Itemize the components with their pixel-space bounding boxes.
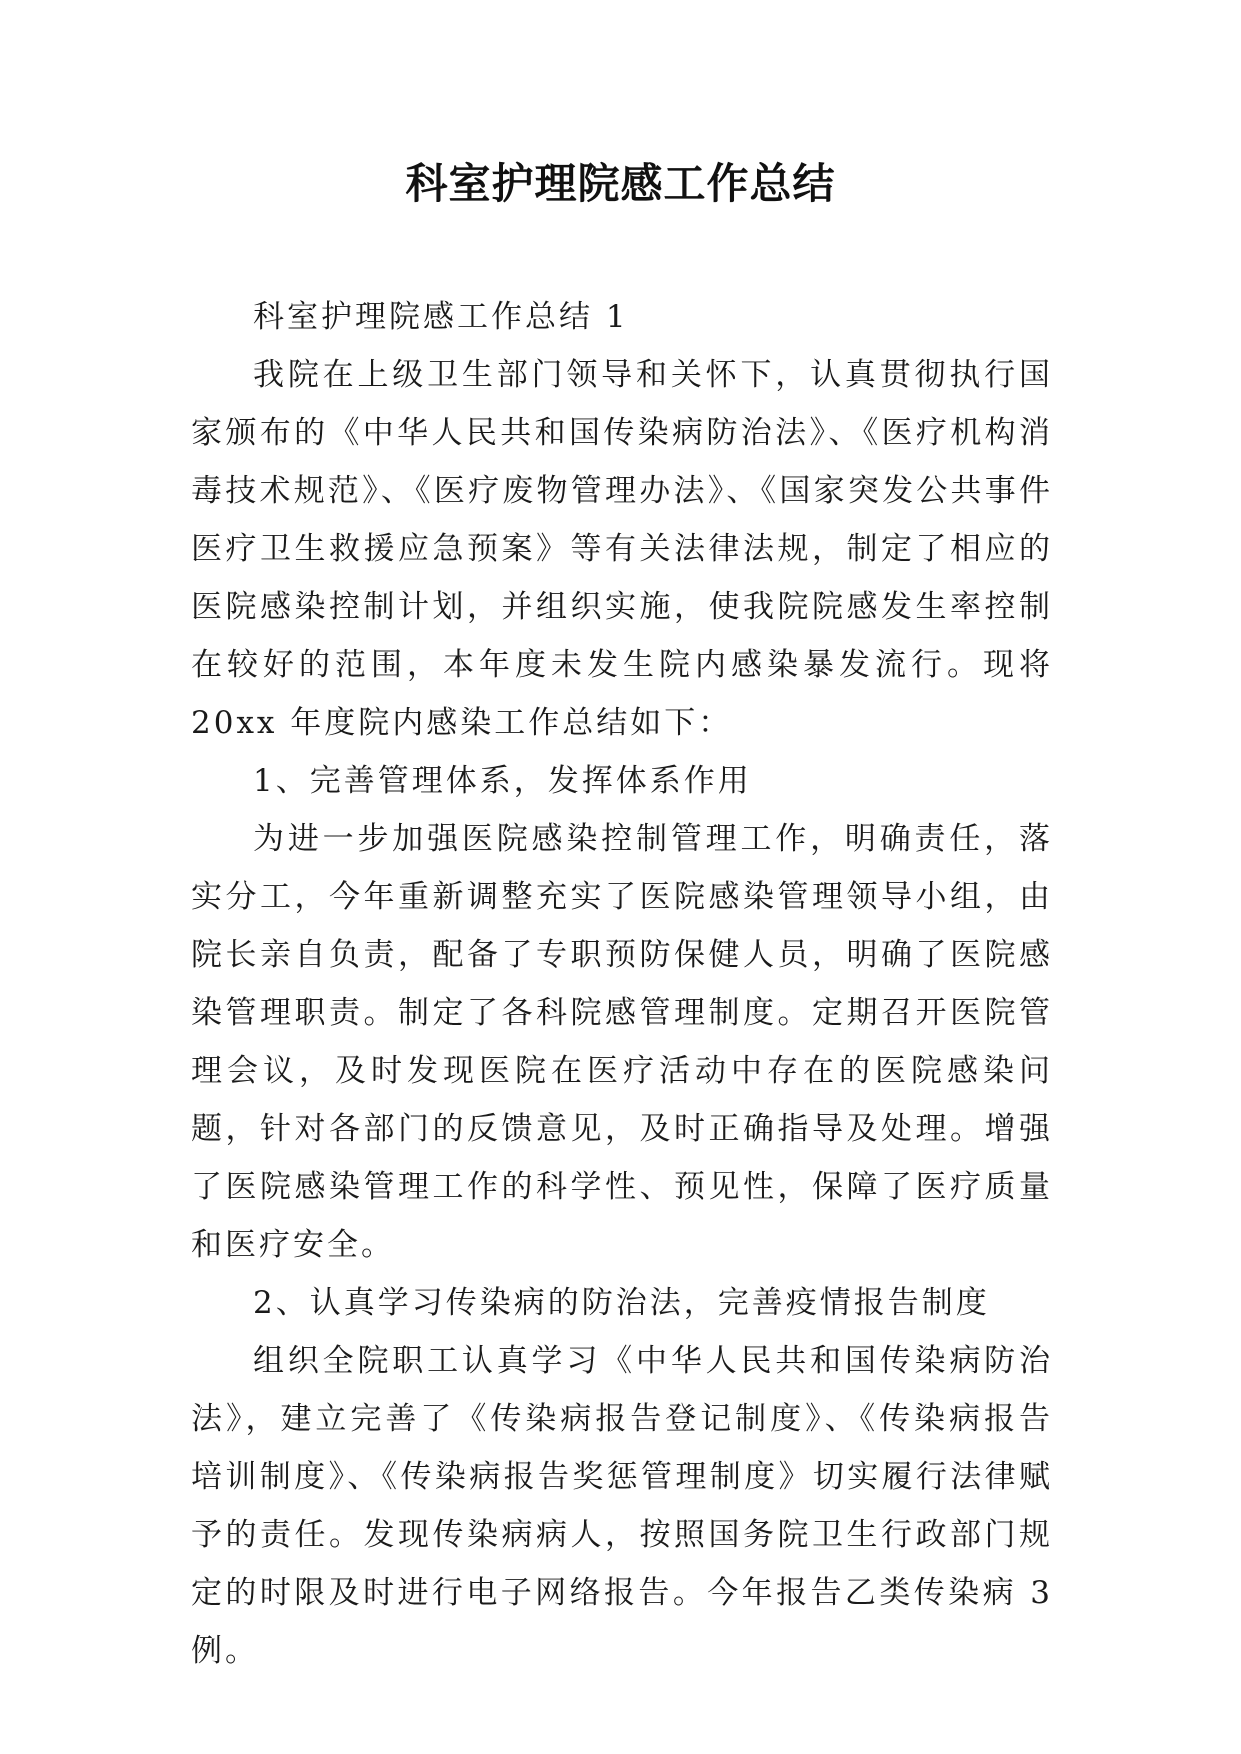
subheading-management-system: 1、完善管理体系，发挥体系作用	[253, 763, 752, 799]
paragraph-management-system: 为进一步加强医院感染控制管理工作，明确责任，落实分工，今年重新调整充实了医院感染管理领导小组，由院长亲自负责，配备了专职预防保健人员，明确了医院感染管理职责。制定了各科院感管理制度。定期召开医院管理会议，及时发现医院在医疗活动中存在的医院感染问题，针对各部门的反馈意见，及时正确指导及处理。增强了医院感染管理工作的科学性、预见性，保障了医疗质量和医疗安全。	[191, 821, 1053, 1263]
document-title: 科室护理院感工作总结	[405, 159, 836, 208]
paragraph-epidemic-reporting: 组织全院职工认真学习《中华人民共和国传染病防治法》，建立完善了《传染病报告登记制度》、《传染病报告培训制度》、《传染病报告奖惩管理制度》切实履行法律赋予的责任。发现传染病病人，按照国务院卫生行政部门规定的时限及时进行电子网络报告。今年报告乙类传染病 3 例。	[191, 1343, 1053, 1669]
section-heading-1: 科室护理院感工作总结 1	[253, 299, 629, 335]
document-body	[191, 288, 1053, 1680]
subheading-epidemic-reporting: 2、认真学习传染病的防治法，完善疫情报告制度	[253, 1285, 990, 1321]
paragraph-intro: 我院在上级卫生部门领导和关怀下，认真贯彻执行国家颁布的《中华人民共和国传染病防治法》、《医疗机构消毒技术规范》、《医疗废物管理办法》、《国家突发公共事件医疗卫生救援应急预案》等有关法律法规，制定了相应的医院感染控制计划，并组织实施，使我院院感发生率控制在较好的范围，本年度未发生院内感染暴发流行。现将 20xx 年度院内感染工作总结如下：	[191, 357, 1053, 741]
